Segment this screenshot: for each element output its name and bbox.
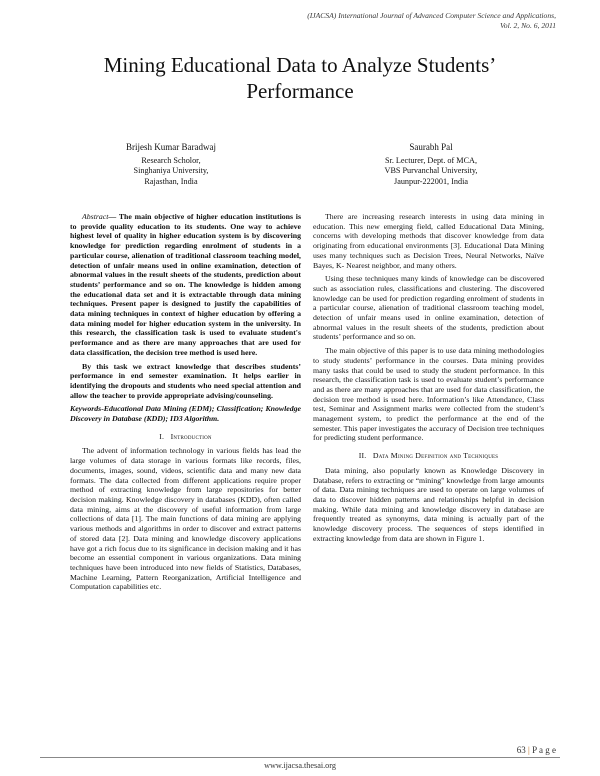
- section-heading-data-mining: [313, 451, 544, 461]
- author-affil-2-line3: Jaunpur-222001, India: [394, 176, 468, 186]
- right-paragraph-1: There are increasing research interests in using data mining in education. This new emerging field, called Educational Data Mining, concerns with developing methods that discover knowledge from data originating from educational environments [3]. Educational Data Mining uses many techniques such as Decision Trees, Neural Networks, Naïve Bayes, K- Nearest neighbor, and many others.: [313, 212, 544, 270]
- author-name-2: Saurabh Pal: [409, 142, 453, 152]
- section-heading-introduction: [70, 432, 301, 442]
- abstract: [70, 212, 301, 358]
- author-block-1: [71, 142, 271, 187]
- journal-header: [307, 11, 556, 30]
- right-paragraph-2: Using these techniques many kinds of knowledge can be discovered such as association rules, classifications and clustering. The discovered knowledge can be used for prediction regarding enrolment of students in a particular course, alienation of traditional classroom teaching model, detection of unfair means used in online examination, detection of abnormal values in the result sheets of the students, prediction about students’ performance and so on.: [313, 274, 544, 342]
- author-affil-1-line3: Rajasthan, India: [144, 176, 198, 186]
- section-2-title: Data Mining Definition and Techniques: [372, 451, 499, 461]
- paper-title-line2: Performance: [246, 79, 354, 103]
- author-affil-2-line1: Sr. Lecturer, Dept. of MCA,: [385, 155, 477, 165]
- left-column: [70, 212, 301, 596]
- intro-paragraph-1: The advent of information technology in various fields has lead the large volumes of data storage in various formats like records, files, documents, images, sound, videos, scientific data and many new data formats. The data collected from different applications require proper method of extracting knowledge from large repositories for better decision making. Knowledge discovery in databases (KDD), often called data mining, aims at the discovery of useful information from large collections of data [1]. The main functions of data mining are applying various methods and algorithms in order to discover and extract patterns of stored data [2]. Data mining and knowledge discovery applications have got a rich focus due to its significance in decision making and it has become an essential component in various organizations. Data mining techniques have been introduced into new fields of Statistics, Databases, Machine Learning, Pattern Reorganization, Artificial Intelligence and Computation capabilities etc.: [70, 446, 301, 592]
- paper-title: [40, 52, 560, 104]
- right-paragraph-4: Data mining, also popularly known as Knowledge Discovery in Database, refers to extracting or “mining" knowledge from large amounts of data. Data mining techniques are used to operate on large volumes of data to discover hidden patterns and relationships helpful in decision making. While data mining and knowledge discovery in database are frequently treated as synonyms, data mining is actually part of the knowledge discovery process. The sequences of steps identified in extracting knowledge from data are shown in Figure 1.: [313, 465, 544, 543]
- keywords: Keywords-Educational Data Mining (EDM); Classification; Knowledge Discovery in Database (KDD); ID3 Algorithm.: [70, 404, 301, 424]
- section-1-title: Introduction: [170, 431, 212, 441]
- author-affil-2-line2: VBS Purvanchal University,: [384, 166, 478, 175]
- footer-divider: [40, 757, 560, 758]
- abstract-label: Abstract: [82, 212, 109, 221]
- abstract-paragraph-2: By this task we extract knowledge that describes students’ performance in end semester examination. It helps earlier in identifying the dropouts and students who need special attention and allow the teacher to provide appropriate advising/counseling.: [70, 361, 301, 400]
- author-affil-1-line1: Research Scholor,: [141, 155, 201, 165]
- page-word: P a g e: [532, 745, 556, 755]
- author-block-2: [331, 142, 531, 187]
- footer-url: www.ijacsa.thesai.org: [264, 761, 336, 770]
- right-paragraph-3: The main objective of this paper is to use data mining methodologies to study students’ performance in the courses. Data mining provides many tasks that could be used to study the student performance. In this research, the classification task is used to evaluate student’s performance and as there are many approaches that are used for data classification, the decision tree method is used here. Information’s like Attendance, Class test, Seminar and Assignment marks were collected from the student’s management system, to predict the performance at the end of the semester. This paper investigates the accuracy of Decision tree techniques for predicting student performance.: [313, 346, 544, 443]
- author-name-1: Brijesh Kumar Baradwaj: [126, 142, 216, 152]
- section-2-number: II.: [358, 451, 367, 461]
- paper-title-line1: Mining Educational Data to Analyze Students’: [103, 53, 497, 77]
- abstract-text: — The main objective of higher education institutions is to provide quality education to its students. One way to achieve highest level of quality in higher education system is by discovering knowledge for prediction regarding enrolment of students in a particular course, alienation of traditional classroom teaching model, detection of unfair means used in online examination, detection of abnormal values in the result sheets of the students, prediction about students’ performance and so on. The knowledge is hidden among the educational data set and it is extractable through data mining techniques. Present paper is designed to justify the capabilities of data mining techniques in context of higher education by offering a data mining model for higher education system in the university. In this research, the classification task is used to evaluate student's performance and as there are many approaches that are used for data classification, the decision tree method is used here.: [70, 212, 301, 357]
- page-number-value: 63: [516, 745, 526, 755]
- section-1-number: I.: [159, 431, 165, 441]
- journal-header-line2: Vol. 2, No. 6, 2011: [500, 20, 556, 30]
- author-affil-1-line2: Singhaniya University,: [133, 166, 209, 175]
- right-column: [313, 212, 544, 548]
- page-number: [517, 745, 556, 755]
- page-separator: |: [528, 745, 530, 755]
- journal-header-line1: (IJACSA) International Journal of Advanced Computer Science and Applications,: [307, 11, 556, 20]
